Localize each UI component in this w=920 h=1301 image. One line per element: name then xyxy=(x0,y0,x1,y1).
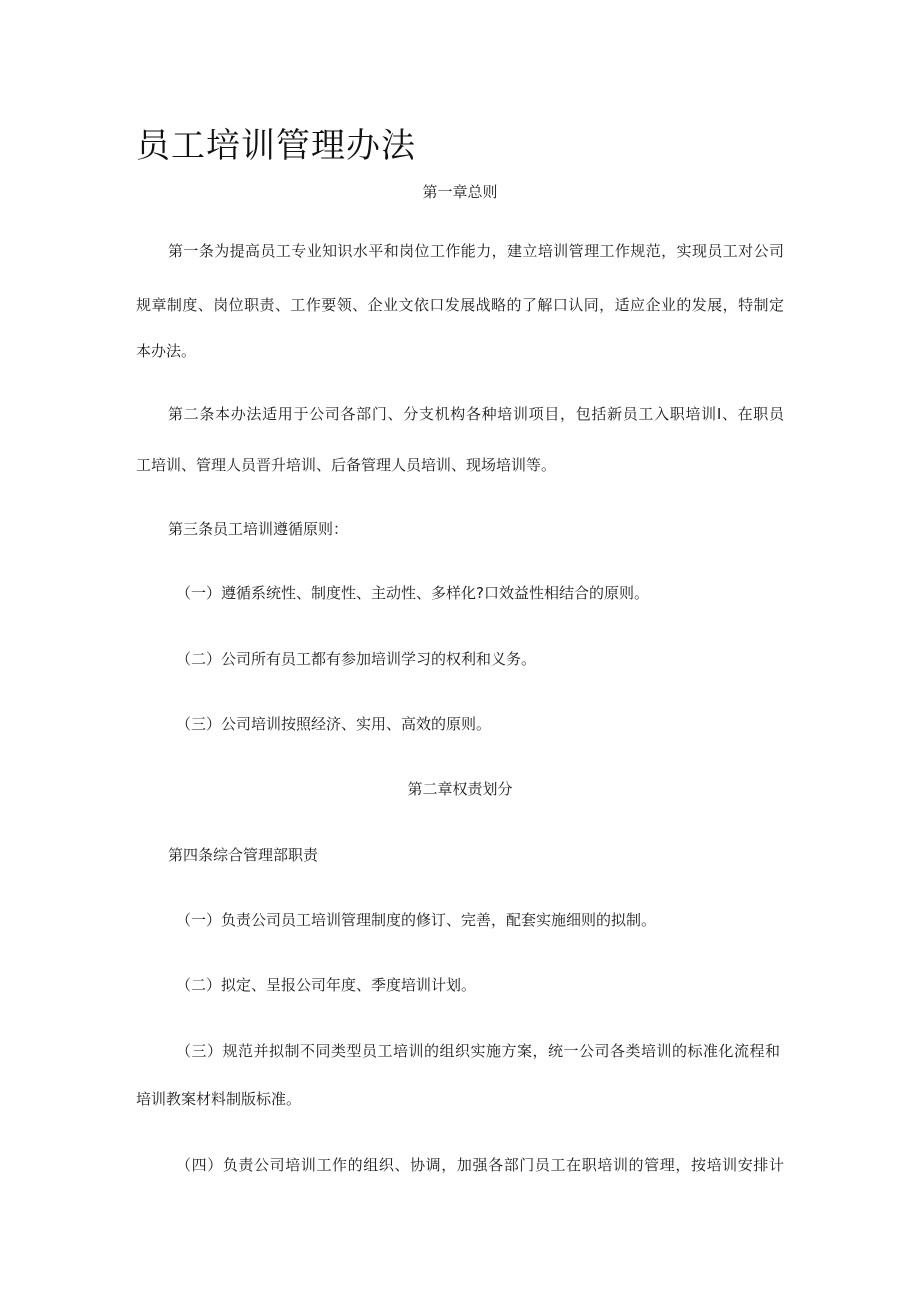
article-1-line-3: 本办法。 xyxy=(136,342,197,360)
article-4-item-4-line-1: （四）负责公司培训工作的组织、协调，加强各部门员工在职培训的管理，按培训安排计 xyxy=(176,1156,784,1174)
article-4-item-3-line-1: （三）规范并拟制不同类型员工培训的组织实施方案，统一公司各类培训的标准化流程和 xyxy=(176,1042,780,1060)
article-4-item-3-line-2: 培训教案材料制版标准。 xyxy=(136,1090,302,1108)
article-4-item-2: （二）拟定、呈报公司年度、季度培训计划。 xyxy=(176,976,477,994)
chapter-1-heading: 第一章总则 xyxy=(422,183,498,201)
article-4-heading: 第四条综合管理部职责 xyxy=(168,846,319,864)
document-title: 员工培训管理办法 xyxy=(136,126,416,166)
article-1-line-2: 规章制度、岗位职责、工作要领、企业文依口发展战略的了解口认同，适应企业的发展，特制定 xyxy=(136,296,784,314)
article-3-item-3: （三）公司培训按照经济、实用、高效的原则。 xyxy=(176,715,492,733)
article-3-item-1: （一）遵循系统性、制度性、主动性、多样化?口效益性相结合的原则。 xyxy=(176,584,649,602)
article-2-line-2: 工培训、管理人员晋升培训、后备管理人员培训、现场培训等。 xyxy=(136,456,557,474)
article-1-line-1: 第一条为提高员工专业知识水平和岗位工作能力，建立培训管理工作规范，实现员工对公司 xyxy=(168,242,784,260)
article-3-item-2: （二）公司所有员工都有参加培训学习的权利和义务。 xyxy=(176,650,537,668)
article-4-item-1: （一）负责公司员工培训管理制度的修订、完善，配套实施细则的拟制。 xyxy=(176,911,657,929)
article-3-heading: 第三条员工培训遵循原则： xyxy=(168,520,349,538)
chapter-2-heading: 第二章权责划分 xyxy=(407,780,513,798)
article-2-line-1: 第二条本办法适用于公司各部门、分支机构各种培训项目，包括新员工入职培训I、在职员 xyxy=(168,405,784,423)
